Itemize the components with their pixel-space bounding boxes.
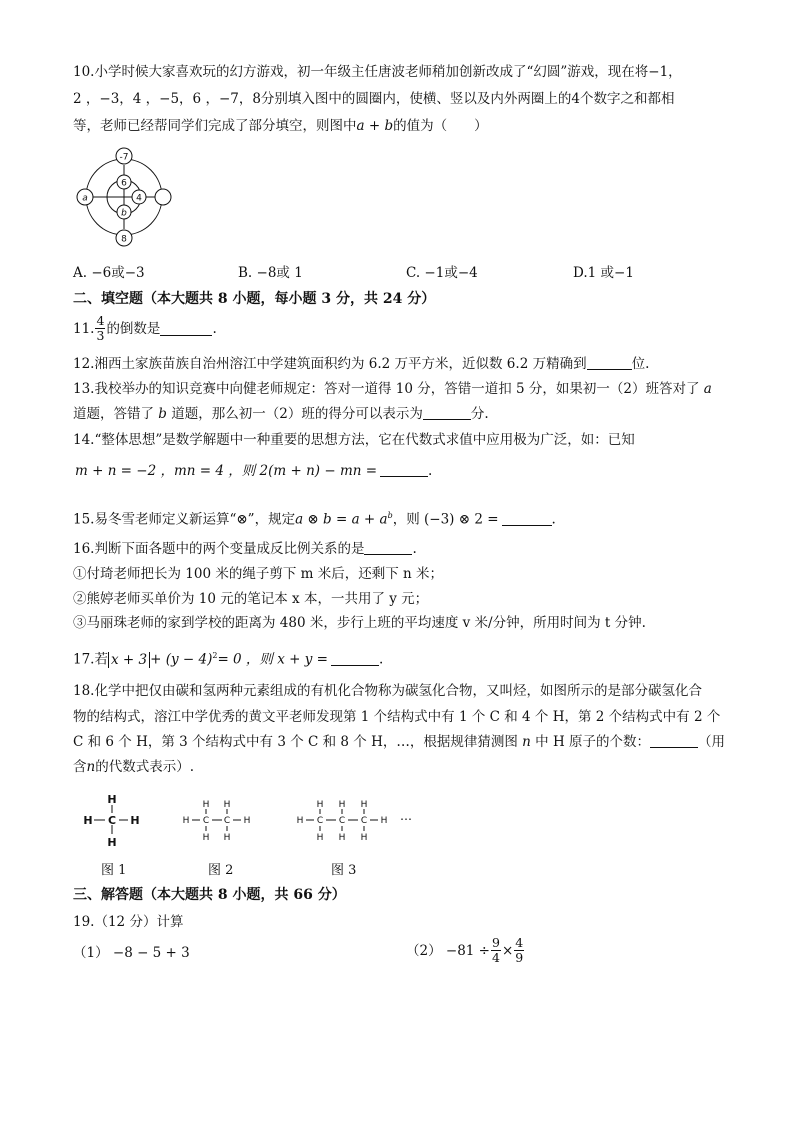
- q14-line1: 14.“整体思想”是数学解题中一种重要的思想方法，它在代数式求值中应用极为广泛，如：已知: [73, 432, 635, 448]
- frac2-numerator: 4: [515, 935, 524, 950]
- q15-text: 15.易冬雪老师定义新运算“⊗”，规定: [73, 511, 296, 528]
- frac1-denominator: 4: [491, 950, 500, 965]
- fig3-atom-h: H: [338, 800, 346, 810]
- fig1-atom-h: H: [107, 793, 117, 806]
- q17-end: .: [378, 651, 384, 668]
- q19-part2-text: （2） −81 ÷: [406, 942, 490, 959]
- q10-line3: [73, 117, 488, 135]
- fig3-atom-h: H: [316, 800, 324, 810]
- q12: [73, 355, 649, 373]
- q13-line1-text: 13.我校举办的知识竞赛中向健老师规定：答对一道得 10 分，答错一道扣 5 分，如果初一（2）班答对了: [73, 381, 700, 397]
- q19-fraction-1: [491, 936, 501, 965]
- q15-rule: a ⊗ b = a + a: [295, 511, 388, 528]
- fig3-atom-h: H: [360, 833, 368, 843]
- q17-absolute-value: [108, 652, 150, 668]
- option-a[interactable]: A. −6或−3: [73, 265, 145, 281]
- structures-ellipsis: …: [400, 809, 412, 823]
- q18-line2: 物的结构式，溶江中学优秀的黄文平老师发现第 1 个结构式中有 1 个 C 和 4 个 H，第 2 个结构式中有 2 个: [73, 709, 721, 725]
- q12-answer-blank[interactable]: [587, 355, 632, 370]
- q11-fraction: [95, 314, 105, 343]
- fig1-atom-h: H: [130, 814, 140, 827]
- q16-item-2: ②熊婷老师买单价为 10 元的笔记本 x 本，一共用了 y 元；: [73, 591, 429, 607]
- circle-inner-right-value: 4: [136, 193, 142, 204]
- q11-frac-numerator: 4: [96, 313, 105, 328]
- q17-answer-blank[interactable]: [331, 651, 379, 666]
- fig2-atom-h: H: [202, 833, 210, 843]
- fig3-atom-h: H: [338, 833, 346, 843]
- q10-line1: 10.小学时候大家喜欢玩的幻方游戏，初一年级主任唐波老师稍加创新改成了“幻圆”游戏，现在将−1，: [73, 64, 682, 80]
- q11-text: 的倒数是: [106, 320, 161, 337]
- q17-text: 17.若: [73, 651, 108, 668]
- circle-bottom-value: 8: [121, 234, 127, 245]
- q18-line1: 18.化学中把仅由碳和氢两种元素组成的有机化合物称为碳氢化合物，又叫烃，如图所示的是部分碳氢化合: [73, 683, 702, 699]
- fig2-atom-h: H: [202, 800, 210, 810]
- q11-number: 11.: [73, 320, 95, 337]
- frac2-denominator: 9: [515, 950, 524, 965]
- q18-line3-text: C 和 6 个 H，第 3 个结构式中有 3 个 C 和 8 个 H，…，根据规律猜测图: [73, 734, 518, 750]
- q15: [73, 507, 556, 529]
- q13-line2-end: 分.: [470, 406, 489, 422]
- q17-abs-expr: x + 3: [110, 651, 148, 668]
- magic-circle-figure: [72, 146, 180, 248]
- q13-line2: [73, 405, 489, 423]
- fig2-atom-c: C: [202, 816, 210, 826]
- q16-answer-blank[interactable]: [364, 540, 412, 555]
- section-2-heading: 二、填空题（本大题共 8 小题，每小题 3 分，共 24 分）: [73, 291, 436, 307]
- q10-line3-text: 等，老师已经帮同学们完成了部分填空，则图中: [73, 118, 357, 134]
- q13-line1: [73, 380, 712, 398]
- hydrocarbon-structures: [80, 790, 420, 855]
- q10-line2: 2 ，−3，4 ，−5，6 ，−7，8分别填入图中的圆圈内，使横、竖以及内外两圈上的4个数字之和都相: [73, 91, 675, 107]
- fig2-atom-h: H: [223, 800, 231, 810]
- circle-inner-bottom-value: b: [121, 208, 127, 219]
- q11: [73, 314, 217, 343]
- fig1-atom-h: H: [107, 836, 117, 849]
- q10-ab-expr: a + b: [356, 118, 394, 134]
- caption-fig3: 图 3: [331, 863, 357, 878]
- q13-answer-blank[interactable]: [423, 405, 471, 420]
- fig3-atom-h: H: [360, 800, 368, 810]
- fig3-atom-h: H: [296, 816, 304, 826]
- q19-part2: [406, 936, 525, 965]
- caption-fig2: 图 2: [208, 863, 234, 878]
- q18-line4-end: 的代数式表示）.: [95, 759, 194, 775]
- fig3-atom-h: H: [380, 816, 388, 826]
- q16-text: 16.判断下面各题中的两个变量成反比例关系的是: [73, 541, 365, 557]
- q19-title: 19.（12 分）计算: [73, 914, 184, 930]
- q13-var-a: a: [703, 381, 712, 397]
- q15-answer-blank[interactable]: [502, 511, 552, 526]
- q18-var-n: n: [522, 734, 531, 750]
- q18-line3-end: （用: [698, 734, 726, 750]
- q16-line1: [73, 540, 417, 558]
- times-sign: ×: [501, 942, 514, 959]
- q15-question: ，则 (−3) ⊗ 2 =: [392, 511, 499, 528]
- q10-line3-end: 的值为（ ）: [393, 118, 488, 134]
- q15-end: .: [551, 511, 556, 528]
- fig3-atom-c: C: [316, 816, 324, 826]
- q19-part1: （1） −8 − 5 + 3: [73, 945, 190, 961]
- q16-end: .: [412, 541, 417, 557]
- q12-end: 位.: [631, 356, 650, 372]
- caption-fig1: 图 1: [101, 863, 127, 878]
- fig2-atom-c: C: [223, 816, 231, 826]
- q17-square-term: + (y − 4): [150, 651, 213, 668]
- q15-exponent: b: [387, 511, 393, 520]
- q12-text: 12.湘西土家族苗族自治州溶江中学建筑面积约为 6.2 万平方米，近似数 6.2 万精确到: [73, 356, 587, 372]
- q11-frac-denominator: 3: [96, 328, 105, 343]
- option-d[interactable]: D.1 或−1: [573, 265, 634, 281]
- option-b[interactable]: B. −8或 1: [238, 265, 303, 281]
- q17: [73, 647, 383, 669]
- q11-end: .: [212, 320, 217, 337]
- circle-top-value: -7: [119, 152, 129, 163]
- fig1-atom-c: C: [107, 814, 117, 827]
- q14-expression: m + n = −2 ，mn = 4 ，则 2(m + n) − mn =: [75, 463, 378, 479]
- q13-var-b: b: [158, 406, 167, 422]
- fig3-atom-h: H: [316, 833, 324, 843]
- q17-question: = 0 ，则 x + y =: [217, 651, 328, 668]
- frac1-numerator: 9: [491, 935, 500, 950]
- q14-end: .: [428, 463, 433, 479]
- q13-line2-text: 道题，答错了: [73, 406, 154, 422]
- q18-line3-mid: 中 H 原子的个数：: [535, 734, 651, 750]
- q11-answer-blank[interactable]: [160, 321, 212, 336]
- q18-answer-blank[interactable]: [650, 733, 698, 748]
- section-3-heading: 三、解答题（本大题共 8 小题，共 66 分）: [73, 887, 346, 903]
- q18-line4-text: 含: [73, 759, 87, 775]
- fig2-atom-h: H: [182, 816, 190, 826]
- fig2-atom-h: H: [223, 833, 231, 843]
- q19-fraction-2: [514, 936, 524, 965]
- circle-left-value: a: [82, 193, 88, 204]
- fig3-atom-c: C: [338, 816, 346, 826]
- q18-line4: [73, 758, 194, 776]
- circle-inner-top-value: 6: [121, 178, 127, 189]
- q16-item-1: ①付琦老师把长为 100 米的绳子剪下 m 米后，还剩下 n 米；: [73, 566, 444, 582]
- fig2-atom-h: H: [243, 816, 251, 826]
- q18-var-n-2: n: [86, 759, 96, 775]
- fig1-atom-h: H: [83, 814, 93, 827]
- q17-exponent: 2: [212, 651, 218, 660]
- q16-item-3: ③马丽珠老师的家到学校的距离为 480 米，步行上班的平均速度 v 米/分钟，所用时间为 t 分钟.: [73, 615, 646, 631]
- fig3-atom-c: C: [360, 816, 368, 826]
- q14-answer-blank[interactable]: [380, 462, 428, 477]
- q13-line2-mid: 道题，那么初一（2）班的得分可以表示为: [171, 406, 423, 422]
- q14-line2: [75, 462, 432, 480]
- option-c[interactable]: C. −1或−4: [406, 265, 478, 281]
- q18-line3: [73, 733, 725, 751]
